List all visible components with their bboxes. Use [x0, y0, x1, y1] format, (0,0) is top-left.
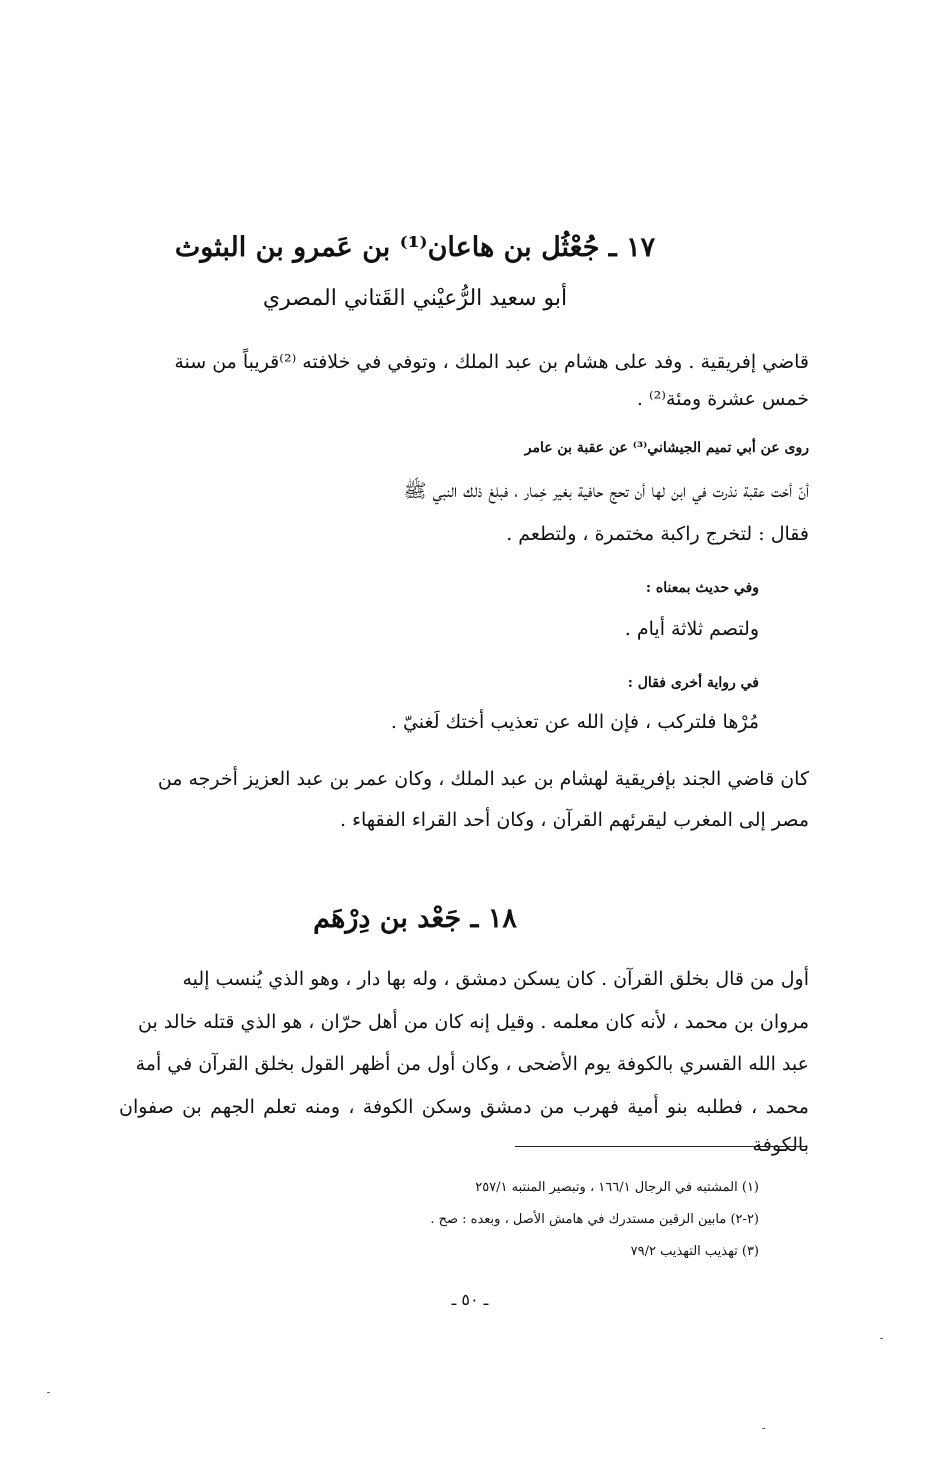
hadith-line-2: فقال : لتخرج راكبة مختمرة ، ولتطعم .	[506, 523, 809, 545]
bio-line-2: مصر إلى المغرب ليقرئهم القرآن ، وكان أحد القراء الفقهاء .	[339, 809, 809, 831]
scan-speck	[762, 1428, 765, 1429]
variant-1-label: وفي حديث بمعناه :	[645, 580, 759, 596]
footnote-3: (٣) تهذيب التهذيب ٧٩/٢	[630, 1244, 759, 1259]
entry-17-narration: روى عن أبي تميم الجيشاني⁽³⁾ عن عقبة بن عامر	[524, 440, 809, 456]
scan-speck	[880, 1338, 883, 1339]
entry-18-title: ١٨ ـ جَعْد بن دِرْهَم	[313, 903, 517, 934]
hadith-line-1: أنّ أخت عقبة نذرت في ابن لها أن تحج حافية بغير خِمار ، فبلغ ذلك النبي ﷺ	[403, 480, 809, 502]
entry-17-intro-line-1: قاضي إفريقية . وفد على هشام بن عبد الملك ، وتوفي في خلافته ⁽²⁾قريباً من سنة	[174, 351, 809, 373]
footnote-divider	[515, 1146, 807, 1147]
entry-17-intro-line-2: خمس عشرة ومئة⁽²⁾ .	[636, 388, 809, 410]
footnote-2: (٢-٢) مابين الرقين مستدرك في هامش الأصل ، وبعده : صح .	[430, 1212, 759, 1227]
footnote-1: (١) المشتبه في الرجال ١٦٦/١ ، وتبصير المنتبه ٢٥٧/١	[475, 1180, 759, 1195]
variant-2-label: في رواية أخرى فقال :	[627, 675, 759, 691]
entry-18-line-1: أول من قال بخلق القرآن . كان يسكن دمشق ، وله بها دار ، وهو الذي يُنسب إليه	[182, 968, 809, 990]
entry-18-line-2: مروان بن محمد ، لأنه كان معلمه . وقيل إنه كان من أهل حرّان ، هو الذي قتله خالد بن	[138, 1011, 809, 1033]
entry-18-line-3: عبد الله القسري بالكوفة يوم الأضحى ، وكان أول من أظهر القول بخلق القرآن في أمة	[135, 1053, 809, 1075]
entry-18-line-4: محمد ، فطلبه بنو أمية فهرب من دمشق وسكن الكوفة ، ومنه تعلم الجهم بن صفوان بالكوفة	[119, 1096, 809, 1156]
variant-1-text: ولتصم ثلاثة أيام .	[624, 618, 759, 640]
entry-17-subtitle: أبو سعيد الرُّعيْني القَتاني المصري	[262, 286, 568, 311]
scan-speck	[47, 1392, 50, 1393]
bio-line-1: كان قاضي الجند بإفريقية لهشام بن عبد الملك ، وكان عمر بن عبد العزيز أخرجه من	[157, 768, 809, 790]
page-number: ـ ٥٠ ـ	[451, 1290, 489, 1309]
variant-2-text: مُرْها فلتركب ، فإن الله عن تعذيب أختك لَغنيّ .	[390, 711, 759, 733]
entry-17-title: ١٧ ـ جُعْثُل بن هاعان⁽¹⁾ بن عَمرو بن البثوث	[174, 232, 656, 263]
